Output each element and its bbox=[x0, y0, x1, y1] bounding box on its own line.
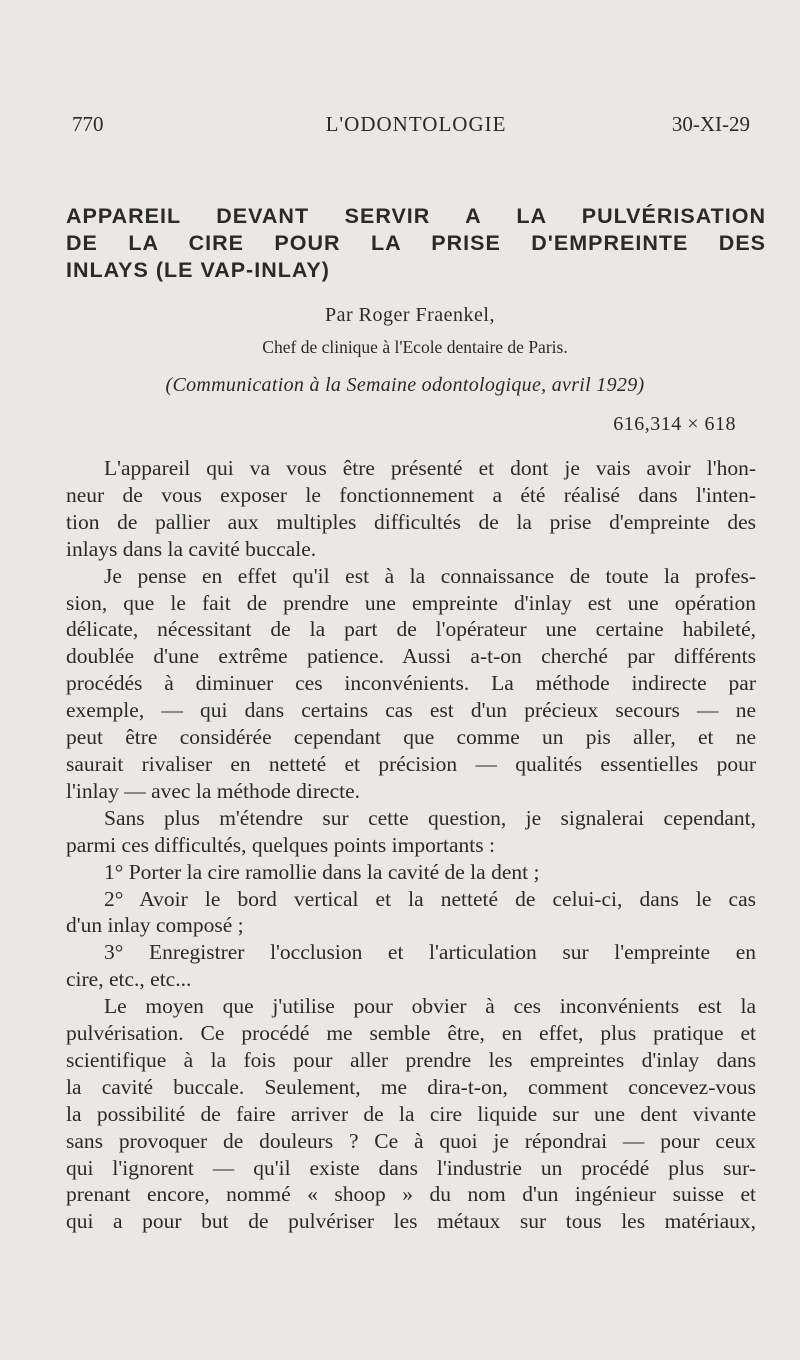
communication-note: (Communication à la Semaine odontologique, avril 1929) bbox=[165, 374, 645, 396]
body-line: qui a pour but de pulvériser les métaux sur tous les matériaux, bbox=[66, 1209, 756, 1234]
body-line: sion, que le fait de prendre une empreinte d'inlay est une opération bbox=[66, 590, 756, 615]
paragraph bbox=[66, 805, 756, 859]
body-line: inlays dans la cavité buccale. bbox=[66, 536, 317, 561]
body-line: L'appareil qui va vous être présenté et dont je vais avoir l'hon- bbox=[104, 456, 756, 480]
body-line: sans provoquer de douleurs ? Ce à quoi je répondrai — pour ceux bbox=[66, 1128, 756, 1153]
journal-title: L'ODONTOLOGIE bbox=[325, 112, 507, 136]
body-line: Le moyen que j'utilise pour obvier à ces inconvénients est la bbox=[104, 994, 756, 1019]
body-line: 2° Avoir le bord vertical et la netteté de celui-ci, dans le cas bbox=[104, 886, 756, 911]
body-line: tion de pallier aux multiples difficultés de la prise d'empreinte des bbox=[66, 509, 756, 534]
body-line: 3° Enregistrer l'occlusion et l'articulation sur l'empreinte en bbox=[104, 940, 756, 965]
body-line: parmi ces difficultés, quelques points importants : bbox=[66, 832, 495, 857]
body-line: prenant encore, nommé « shoop » du nom d'un ingénieur suisse et bbox=[66, 1182, 756, 1207]
classification-number: 616,314 × 618 bbox=[613, 413, 736, 435]
article-body bbox=[66, 455, 756, 1235]
body-line: d'un inlay composé ; bbox=[66, 913, 244, 938]
title-line: INLAYS (LE VAP-INLAY) bbox=[66, 258, 330, 282]
body-line: exemple, — qui dans certains cas est d'un précieux secours — ne bbox=[66, 698, 756, 723]
article-title bbox=[66, 203, 766, 284]
body-line: saurait rivaliser en netteté et précision — qualités essentielles pour bbox=[66, 751, 756, 776]
body-line: cire, etc., etc... bbox=[66, 967, 192, 992]
author-byline: Par Roger Fraenkel, bbox=[324, 304, 495, 326]
body-line: 1° Porter la cire ramollie dans la cavité de la dent ; bbox=[104, 859, 540, 884]
body-line: peut être considérée cependant que comme un pis aller, et ne bbox=[66, 725, 756, 750]
paragraph bbox=[66, 993, 756, 1235]
body-line: délicate, nécessitant de la part de l'opérateur une certaine habileté, bbox=[66, 617, 756, 642]
issue-date: 30-XI-29 bbox=[671, 112, 750, 136]
body-line: l'inlay — avec la méthode directe. bbox=[66, 778, 360, 803]
list-item bbox=[66, 859, 756, 886]
body-line: procédés à diminuer ces inconvénients. La méthode indirecte par bbox=[66, 671, 756, 696]
paragraph bbox=[66, 563, 756, 805]
body-line: doublée d'une extrême patience. Aussi a-t-on cherché par différents bbox=[66, 644, 756, 669]
list-item bbox=[66, 939, 756, 993]
body-line: pulvérisation. Ce procédé me semble être, en effet, plus pratique et bbox=[66, 1021, 756, 1046]
title-line: DE LA CIRE POUR LA PRISE D'EMPREINTE DES bbox=[66, 231, 766, 255]
body-line: neur de vous exposer le fonctionnement a été réalisé dans l'inten- bbox=[66, 482, 756, 507]
body-line: Sans plus m'étendre sur cette question, je signalerai cependant, bbox=[104, 805, 756, 830]
body-line: la cavité buccale. Seulement, me dira-t-on, comment concevez-vous bbox=[66, 1074, 756, 1099]
body-line: Je pense en effet qu'il est à la connaissance de toute la profes- bbox=[104, 563, 756, 588]
body-line: la possibilité de faire arriver de la cire liquide sur une dent vivante bbox=[66, 1101, 756, 1126]
paragraph bbox=[66, 455, 756, 563]
body-line: scientifique à la fois pour aller prendre les empreintes d'inlay dans bbox=[66, 1047, 756, 1072]
running-head bbox=[72, 112, 760, 142]
body-line: qui l'ignorent — qu'il existe dans l'industrie un procédé plus sur- bbox=[66, 1155, 756, 1180]
list-item bbox=[66, 886, 756, 940]
title-line: APPAREIL DEVANT SERVIR A LA PULVÉRISATION bbox=[66, 204, 766, 228]
author-affiliation: Chef de clinique à l'Ecole dentaire de Paris. bbox=[262, 337, 568, 357]
page-number: 770 bbox=[72, 112, 104, 136]
